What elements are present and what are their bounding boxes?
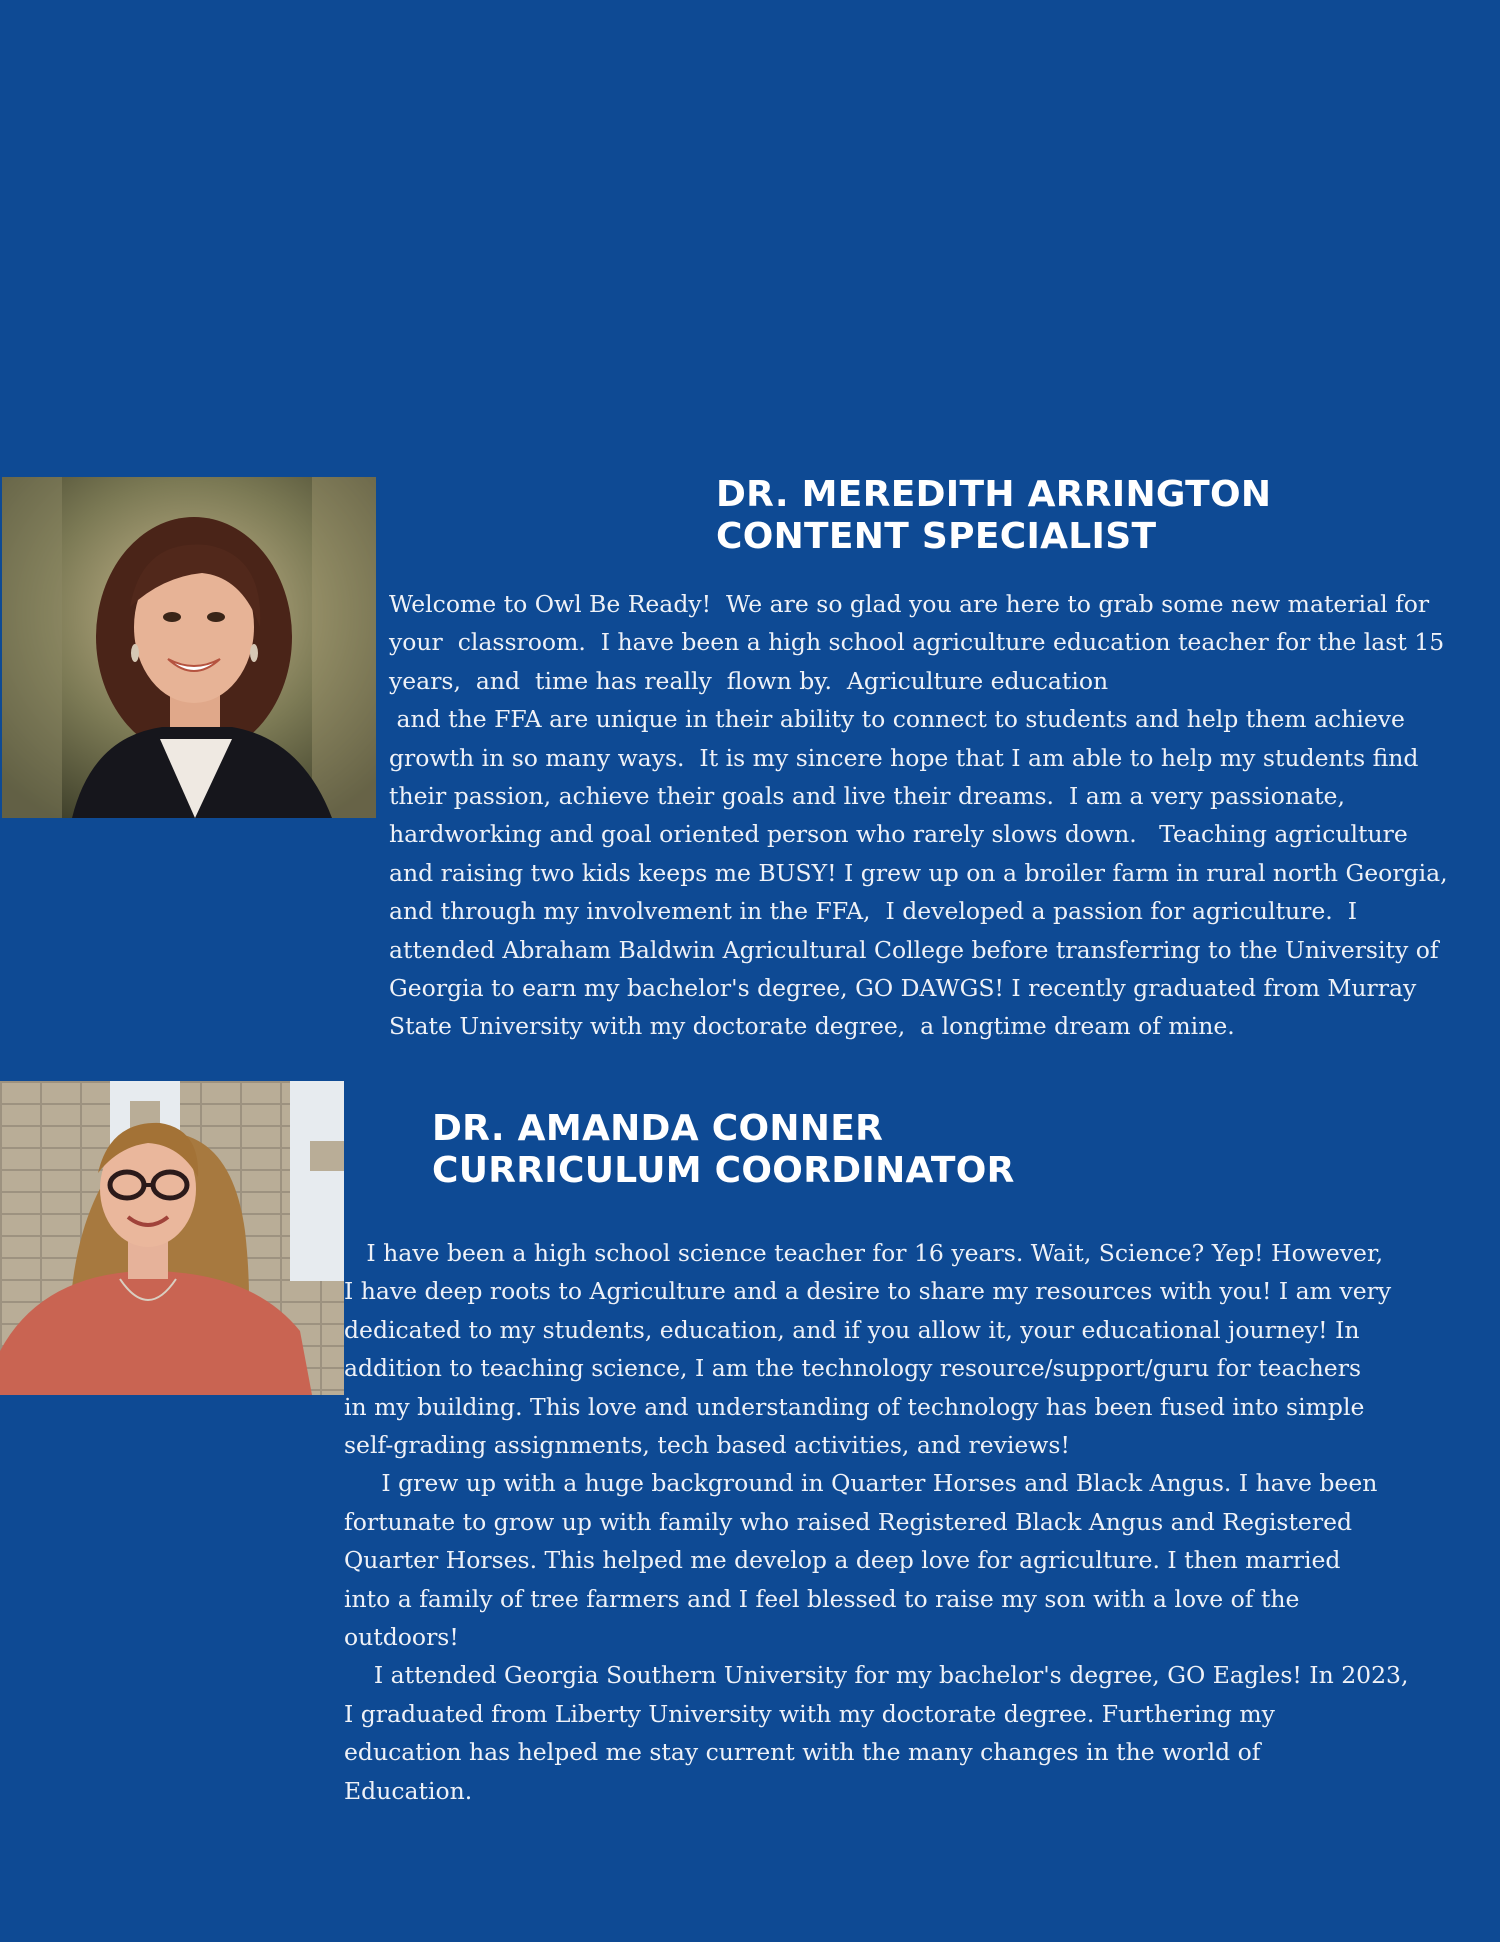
bio-line: I graduated from Liberty University with my doctorate degree. Furthering my xyxy=(344,1699,1275,1728)
meredith-arrington-bio xyxy=(389,585,1500,1046)
bio-line: their passion, achieve their goals and live their dreams. I am a very passionate, xyxy=(389,782,1345,811)
bio-line: addition to teaching science, I am the technology resource/support/guru for teachers xyxy=(344,1354,1362,1383)
bio-line: and the FFA are unique in their ability to connect to students and help them achieve xyxy=(389,705,1405,734)
bio-line: in my building. This love and understanding of technology has been fused into simple xyxy=(344,1392,1365,1421)
bio-line: dedicated to my students, education, and if you allow it, your educational journey! In xyxy=(344,1315,1360,1344)
bio-line: years, and time has really flown by. Agriculture education xyxy=(389,666,1109,695)
bio-line: I have deep roots to Agriculture and a desire to share my resources with you! I am very xyxy=(344,1277,1392,1306)
bio-line: State University with my doctorate degree, a longtime dream of mine. xyxy=(389,1012,1235,1041)
portrait-photo-icon xyxy=(0,1081,344,1395)
amanda-conner-bio xyxy=(344,1234,1500,1810)
bio-line: fortunate to grow up with family who raised Registered Black Angus and Registered xyxy=(344,1507,1353,1536)
portrait-photo-icon xyxy=(2,477,376,818)
meredith-arrington-photo xyxy=(2,477,376,818)
bio-line: and through my involvement in the FFA, I developed a passion for agriculture. I xyxy=(389,897,1357,926)
bio-line: self-grading assignments, tech based activities, and reviews! xyxy=(344,1431,1070,1460)
bio-line: Georgia to earn my bachelor's degree, GO DAWGS! I recently graduated from Murray xyxy=(389,974,1417,1003)
bio-line: your classroom. I have been a high school agriculture education teacher for the last 15 xyxy=(389,628,1445,657)
bio-line: outdoors! xyxy=(344,1623,459,1652)
profile-name: DR. MEREDITH ARRINGTON xyxy=(716,474,1272,515)
bio-line: attended Abraham Baldwin Agricultural College before transferring to the University of xyxy=(389,935,1439,964)
bio-line: hardworking and goal oriented person who rarely slows down. Teaching agriculture xyxy=(389,820,1408,849)
profile-name: DR. AMANDA CONNER xyxy=(432,1108,884,1149)
bio-line: Education. xyxy=(344,1776,473,1805)
amanda-conner-heading xyxy=(432,1108,1015,1192)
amanda-conner-photo xyxy=(0,1081,344,1395)
bio-line: I attended Georgia Southern University for my bachelor's degree, GO Eagles! In 2023, xyxy=(344,1661,1409,1690)
profile-title: CURRICULUM COORDINATOR xyxy=(432,1150,1015,1191)
bio-line: and raising two kids keeps me BUSY! I grew up on a broiler farm in rural north Georgia, xyxy=(389,858,1448,887)
bio-line: growth in so many ways. It is my sincere hope that I am able to help my students find xyxy=(389,743,1419,772)
bio-line: education has helped me stay current with the many changes in the world of xyxy=(344,1738,1261,1767)
bio-line: into a family of tree farmers and I feel blessed to raise my son with a love of the xyxy=(344,1584,1300,1613)
meredith-arrington-heading xyxy=(716,474,1271,558)
profile-title: CONTENT SPECIALIST xyxy=(716,516,1157,557)
bio-line: I have been a high school science teacher for 16 years. Wait, Science? Yep! However, xyxy=(344,1239,1384,1267)
bio-line: Quarter Horses. This helped me develop a deep love for agriculture. I then married xyxy=(344,1546,1341,1575)
bio-line: I grew up with a huge background in Quarter Horses and Black Angus. I have been xyxy=(344,1469,1378,1498)
bio-line: Welcome to Owl Be Ready! We are so glad you are here to grab some new material for xyxy=(389,590,1430,618)
